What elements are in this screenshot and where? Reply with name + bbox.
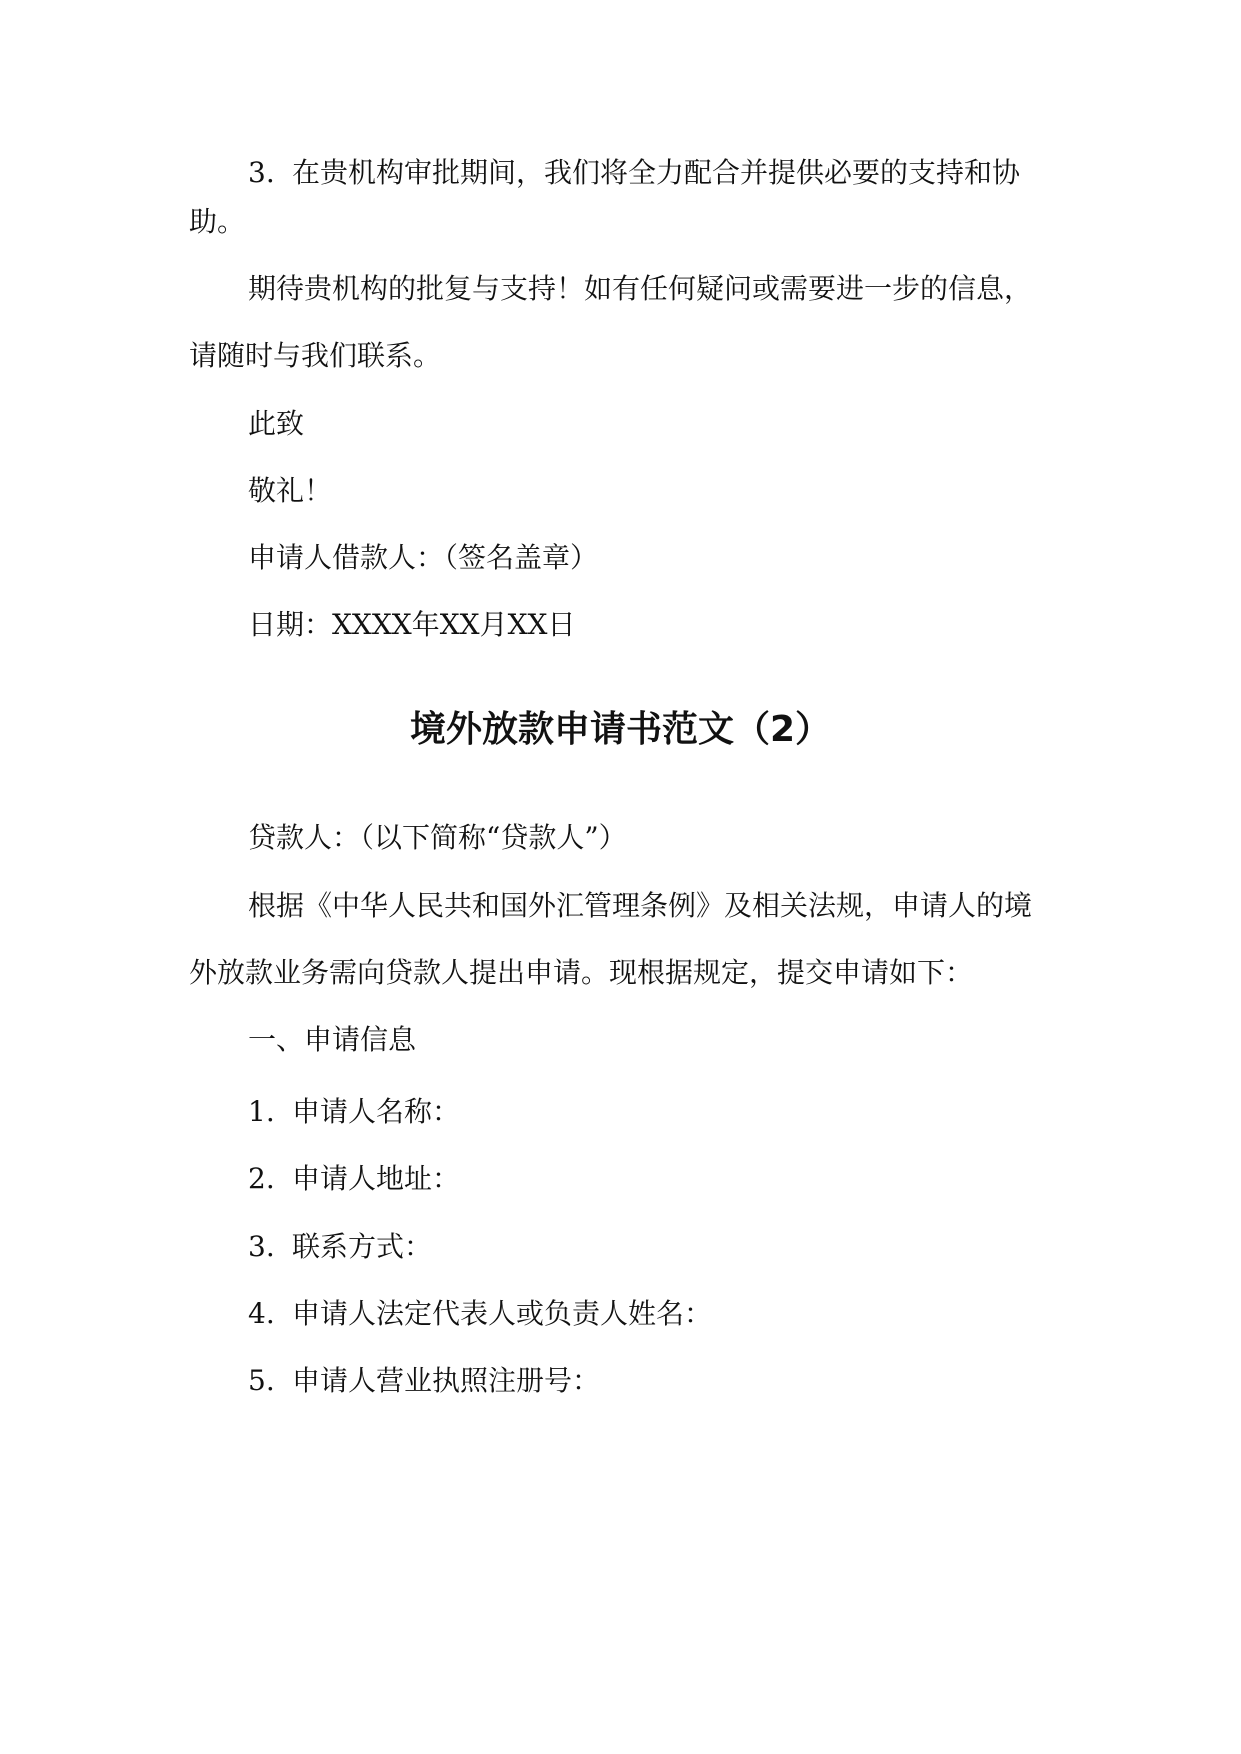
salutation-line-1: 此致: [248, 407, 305, 440]
item-number: 2.: [248, 1162, 275, 1195]
item-text: 在贵机构审批期间，我们将全力配合并提供必要的支持和协: [292, 156, 1021, 189]
item-number: 4.: [248, 1297, 275, 1330]
item-number: 3.: [248, 1230, 275, 1263]
list-item: [0, 1094, 1241, 1130]
lender-line: 贷款人：（以下简称“贷款人”）: [248, 821, 627, 854]
item-text: 联系方式：: [292, 1230, 433, 1263]
item-number: 3.: [248, 156, 275, 189]
item-number: 1.: [248, 1095, 275, 1128]
item-text: 申请人名称：: [292, 1095, 461, 1128]
intro-paragraph-line-1: 根据《中华人民共和国外汇管理条例》及相关法规，申请人的境: [248, 889, 1033, 922]
intro-paragraph-line-2: 外放款业务需向贷款人提出申请。现根据规定，提交申请如下：: [189, 956, 974, 989]
document-title: 境外放款申请书范文（2）: [409, 709, 832, 750]
item-3-line-2: 助。: [189, 205, 246, 238]
item-text: 申请人法定代表人或负责人姓名：: [292, 1297, 713, 1330]
section-heading: 一、申请信息: [248, 1023, 417, 1056]
item-text: 申请人地址：: [292, 1162, 461, 1195]
date-line: 日期：XXXX年XX月XX日: [248, 608, 576, 641]
closing-paragraph-line-1: 期待贵机构的批复与支持！如有任何疑问或需要进一步的信息，: [248, 272, 1033, 305]
signature-line: 申请人借款人：（签名盖章）: [248, 541, 599, 574]
list-item: [0, 1296, 1241, 1332]
list-item: [0, 1363, 1241, 1399]
item-number: 5.: [248, 1364, 275, 1397]
list-item: [0, 1229, 1241, 1265]
salutation-line-2: 敬礼！: [248, 474, 333, 507]
item-3-line-1: [0, 155, 1241, 191]
list-item: [0, 1161, 1241, 1197]
closing-paragraph-line-2: 请随时与我们联系。: [189, 339, 442, 372]
item-text: 申请人营业执照注册号：: [292, 1364, 601, 1397]
